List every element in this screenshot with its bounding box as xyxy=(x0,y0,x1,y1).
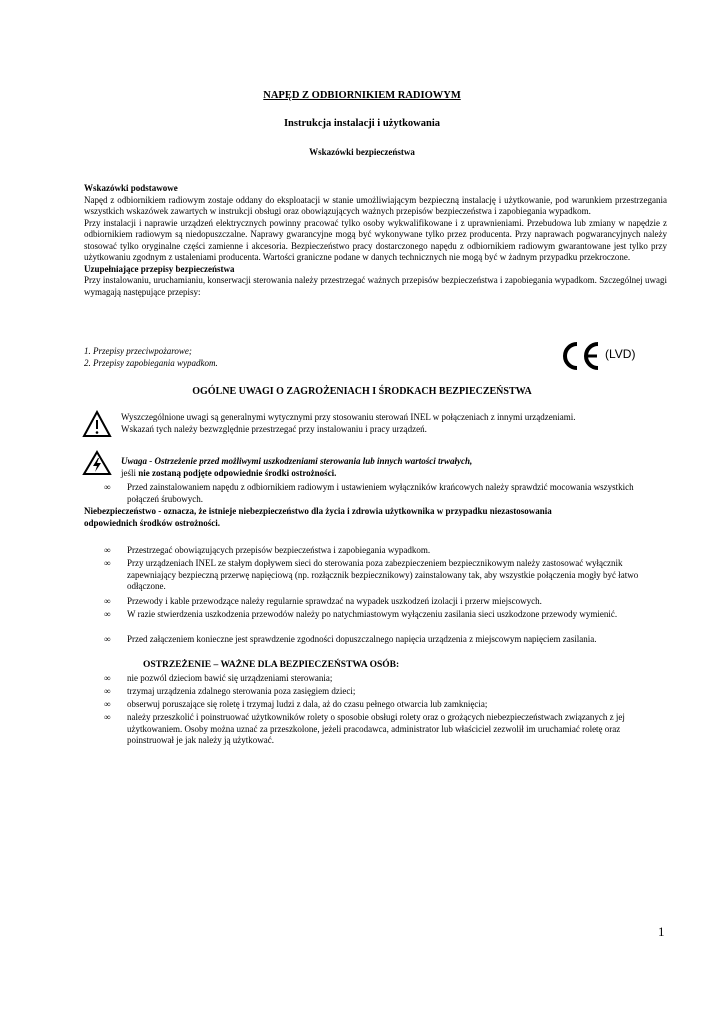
warning-text-line-1: Wyszczególnione uwagi są generalnymi wytycznymi przy stosowaniu sterowań INEL w połączeniach z innymi urządzeniami. xyxy=(121,412,576,422)
regulation-item-2: 2. Przepisy zapobiegania wypadkom. xyxy=(84,357,218,368)
basic-text-2: Przy instalacji i naprawie urządzeń elektrycznych powinny pracować tylko osoby wykwalifikowane i z uprawnieniami. Przebudowa lub zmiany w napędzie z odbiornikiem radiowym są niedopuszczalne. Naprawy gwarancyjne mogą być wykonywane tylko przez producenta. Przy naprawach pogwarancyjnych należy stosować tylko oryginalne części zamienne i akcesoria. Bezpieczeństwo pracy dostarczonego napędu z odbiornikiem radiowym gwarantowane jest tylko przy użytkowaniu zgodnym z ustaleniami producenta. Wartości graniczne podane w danych technicznych nie mogą być w żadnym przypadku przekroczone. xyxy=(84,217,667,262)
warning-triangle-icon xyxy=(82,410,112,438)
ce-mark xyxy=(561,341,641,371)
bullet-symbol: ∞ xyxy=(104,482,111,492)
page-number: 1 xyxy=(658,924,665,939)
ce-logo-icon xyxy=(561,341,605,371)
basic-heading: Wskazówki podstawowe xyxy=(84,183,178,193)
bullet-symbol: ∞ xyxy=(104,686,111,696)
warning-text-line-2: Wskazań tych należy bezwzględnie przestrzegać przy instalowaniu i pracy urządzeń. xyxy=(121,423,427,434)
basic-text: Napęd z odbiornikiem radiowym zostaje oddany do eksploatacji w stanie umożliwiającym bezpieczną instalację i użytkowanie, pod warunkiem przestrzegania wszystkich wskazówek zawartych w instrukcji obsługi oraz obowiązujących ważnych przepisów bezpieczeństwa i zapobiegania wypadkom. xyxy=(84,194,667,216)
document-subtitle: Instrukcja instalacji i użytkowania xyxy=(283,118,441,129)
danger-line-2: odpowiednich środków ostrożności. xyxy=(84,517,220,528)
list-item: Przy urządzeniach INEL ze stałym dopływem sieci do sterowania poza zabezpieczeniem bezpiecznikowym należy zastosować wyłącznik zapewniający bezpieczną przerwę napięciową (np. rozłącznik bezpiecznikowy) zainstalowany tak, aby wszystkie połączenia mogły być łatwo odłączone. xyxy=(127,558,639,591)
basic-section xyxy=(84,183,667,298)
caution-prefix: jeśli xyxy=(121,467,139,478)
bullet-symbol: ∞ xyxy=(104,673,111,683)
bullet-symbol: ∞ xyxy=(104,712,111,722)
safety-heading: Wskazówki bezpieczeństwa xyxy=(309,147,415,157)
bullet-a: Przed zainstalowaniem napędu z odbiornikiem radiowym i ustawieniem wyłączników krańcowych należy sprawdzić mocowania wszystkich połączeń śrubowych. xyxy=(127,482,634,504)
supplementary-heading: Uzupełniające przepisy bezpieczeństwa xyxy=(84,263,235,274)
list-item: obserwuj poruszające się roletę i trzymaj ludzi z dala, aż do czasu pełnego otwarcia lub zamknięcia; xyxy=(127,699,488,709)
caution-bold: nie zostaną podjęte odpowiednie środki ostrożności. xyxy=(138,467,337,478)
caution-text xyxy=(121,456,671,479)
electric-hazard-icon xyxy=(82,450,112,476)
bullet-symbol: ∞ xyxy=(104,634,111,644)
danger-line-1: Niebezpieczeństwo - oznacza, że istnieje niebezpieczeństwo dla życia i zdrowia użytkownika w przypadku niezastosowania xyxy=(84,506,552,516)
list-item: trzymaj urządzenia zdalnego sterowania poza zasięgiem dzieci; xyxy=(127,686,356,696)
bullet-symbol: ∞ xyxy=(104,558,111,568)
list-item: nie pozwól dzieciom bawić się urządzeniami sterowania; xyxy=(127,673,333,683)
users-warning-heading: OSTRZEŻENIE – WAŻNE DLA BEZPIECZEŃSTWA OSÓB: xyxy=(143,660,400,670)
list-item: Przestrzegać obowiązujących przepisów bezpieczeństwa i zapobiegania wypadkom. xyxy=(127,545,431,555)
warning-text xyxy=(121,412,671,435)
bullet-symbol: ∞ xyxy=(104,699,111,709)
list-item: Przed załączeniem konieczne jest sprawdzenie zgodności dopuszczalnego napięcia urządzenia z miejscowym napięciem zasilania. xyxy=(127,634,597,644)
caution-line-2 xyxy=(121,468,671,480)
bullet-symbol: ∞ xyxy=(104,545,111,555)
document-title: NAPĘD Z ODBIORNIKIEM RADIOWYM xyxy=(263,90,461,101)
caution-italic: Uwaga - Ostrzeżenie przed możliwymi uszkodzeniami sterowania lub innych wartości trwałych, xyxy=(121,456,473,466)
supplementary-text: Przy instalowaniu, uruchamianiu, konserwacji sterowania należy przestrzegać ważnych przepisów bezpieczeństwa i zapobiegania wypadkom. Szczególnej uwagi wymagają następujące przepisy: xyxy=(84,275,667,297)
danger-definition xyxy=(84,506,684,529)
list-item: W razie stwierdzenia uszkodzenia przewodów należy po natychmiastowym wyłączeniu zasilania sieci uszkodzone przewody wymienić. xyxy=(127,609,618,619)
bullet-symbol: ∞ xyxy=(104,609,111,619)
bullet-symbol: ∞ xyxy=(104,596,111,606)
list-item: Przewody i kable przewodzące należy regularnie sprawdzać na wypadek uszkodzeń izolacji i przerw miejscowych. xyxy=(127,596,542,606)
list-item: należy przeszkolić i poinstruować użytkowników rolety o sposobie obsługi rolety oraz o grożących niebezpieczeństwach związanych z jej użytkowaniem. Osoby można uznać za przeszkolone, jeżeli pracodawca, administrator lub właściciel zezwolił im uruchamiać roletę oraz poinstruował je jak należy ją użytkować. xyxy=(127,712,625,745)
ce-lvd-label: (LVD) xyxy=(605,347,636,361)
hazards-heading: OGÓLNE UWAGI O ZAGROŻENIACH I ŚRODKACH BEZPIECZEŃSTWA xyxy=(192,386,532,397)
regulation-item-1: 1. Przepisy przeciwpożarowe; xyxy=(84,346,192,356)
